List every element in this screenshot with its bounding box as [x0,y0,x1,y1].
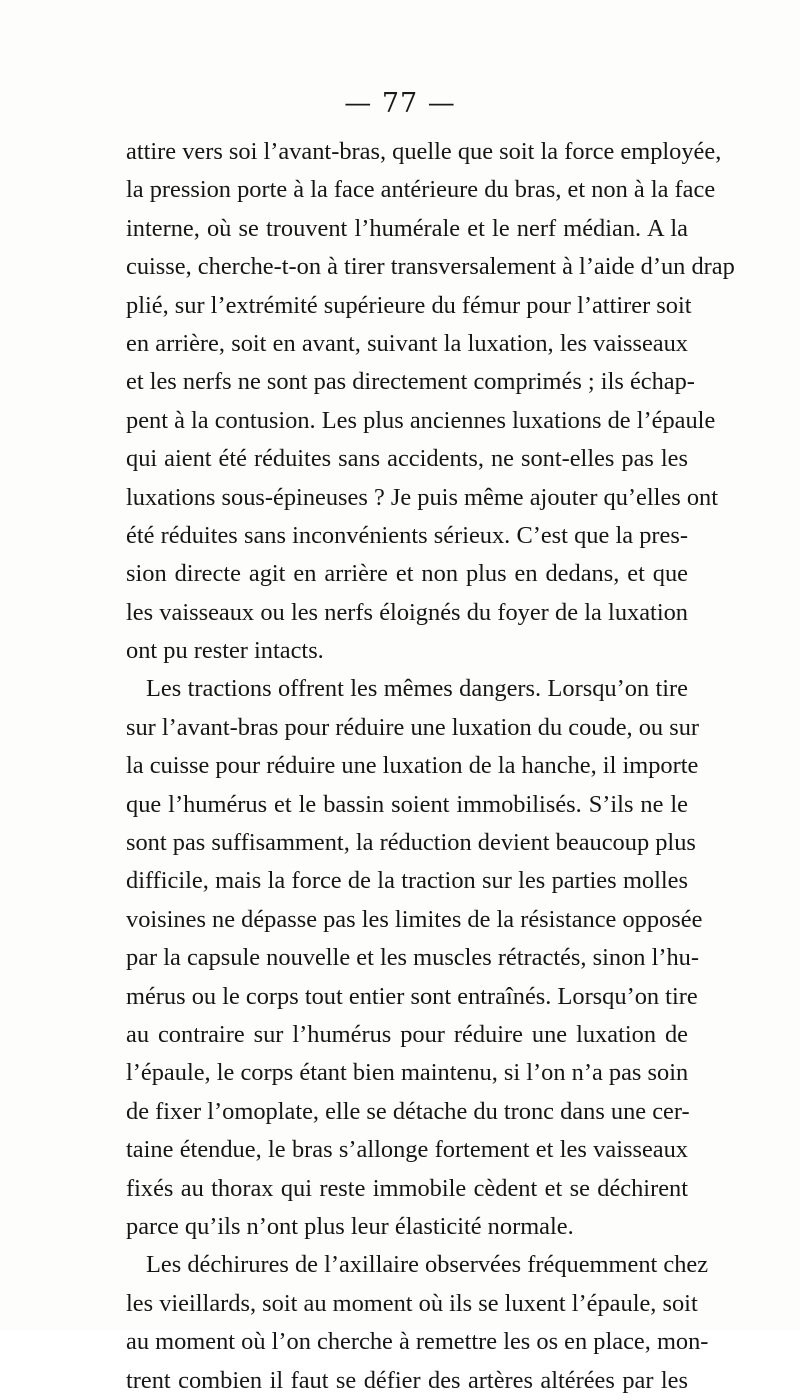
text-line: et les nerfs ne sont pas directement comprimés ; ils échap- [126,368,695,396]
text-line: sion directe agit en arrière et non plus en dedans, et que [126,560,688,588]
text-line: l’épaule, le corps étant bien maintenu, si l’on n’a pas soin [126,1059,689,1087]
text-line: les vieillards, soit au moment où ils se luxent l’épaule, soit [126,1289,698,1317]
text-line: Les déchirures de l’axillaire observées fréquemment chez [146,1251,709,1279]
text-line: taine étendue, le bras s’allonge fortement et les vaisseaux [126,1136,688,1164]
text-line: sur l’avant-bras pour réduire une luxation du coude, ou sur [126,713,700,741]
text-line: Les tractions offrent les mêmes dangers. Lorsqu’on tire [146,675,688,703]
text-line: les vaisseaux ou les nerfs éloignés du foyer de la luxation [126,598,688,626]
text-line: ont pu rester intacts. [126,637,324,665]
text-line: plié, sur l’extrémité supérieure du fémur pour l’attirer soit [126,291,692,319]
page-number: — 77 — [344,88,456,119]
text-line: de fixer l’omoplate, elle se détache du tronc dans une cer- [126,1097,690,1125]
text-line: interne, où se trouvent l’humérale et le nerf médian. A la [126,214,688,242]
text-line: en arrière, soit en avant, suivant la luxation, les vaisseaux [126,329,688,357]
text-line: au moment où l’on cherche à remettre les os en place, mon- [126,1328,709,1356]
text-line: cuisse, cherche-t-on à tirer transversalement à l’aide d’un drap [126,253,735,281]
text-line: au contraire sur l’humérus pour réduire une luxation de [126,1020,688,1048]
text-line: mérus ou le corps tout entier sont entraînés. Lorsqu’on tire [126,982,698,1010]
text-line: pent à la contusion. Les plus anciennes luxations de l’épaule [126,406,716,434]
text-line: qui aient été réduites sans accidents, ne sont-elles pas les [126,445,688,473]
text-line: que l’humérus et le bassin soient immobilisés. S’ils ne le [126,790,688,818]
text-line: luxations sous-épineuses ? Je puis même ajouter qu’elles ont [126,483,719,511]
text-line: par la capsule nouvelle et les muscles rétractés, sinon l’hu- [126,944,699,972]
text-line: voisines ne dépasse pas les limites de la résistance opposée [126,905,703,933]
text-line: sont pas suffisamment, la réduction devient beaucoup plus [126,829,696,857]
text-line: difficile, mais la force de la traction sur les parties molles [126,867,688,895]
text-line: parce qu’ils n’ont plus leur élasticité normale. [126,1212,574,1240]
text-line: attire vers soi l’avant-bras, quelle que soit la force employée, [126,138,722,165]
text-line: trent combien il faut se défier des artères altérées par les [126,1366,688,1394]
text-line: fixés au thorax qui reste immobile cèdent et se déchirent [126,1174,688,1202]
text-line: la cuisse pour réduire une luxation de la hanche, il importe [126,752,699,780]
body-text [126,133,735,1400]
text-line: la pression porte à la face antérieure du bras, et non à la face [126,176,716,204]
text-line: été réduites sans inconvénients sérieux. C’est que la pres- [126,521,688,549]
